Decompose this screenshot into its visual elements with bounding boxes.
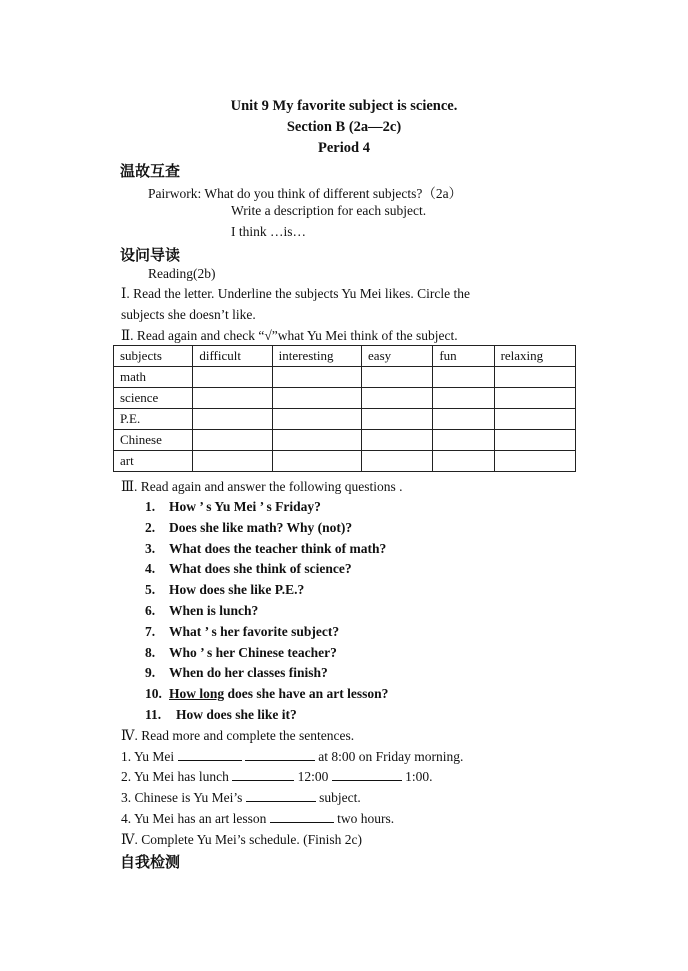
table-header-cell: fun (433, 346, 494, 367)
table-row (114, 367, 576, 388)
check-cell[interactable] (362, 430, 433, 451)
table-header-row (114, 346, 576, 367)
check-cell[interactable] (362, 409, 433, 430)
table-row-label: math (114, 367, 193, 388)
question-item: 10. How long does she have an art lesson? (145, 686, 389, 701)
table-row-label: science (114, 388, 193, 409)
self-check-heading: 自我检测 (120, 853, 181, 871)
sentence-1: 1. Yu Mei at 8:00 on Friday morning. (121, 749, 464, 764)
answer-blank[interactable] (245, 749, 315, 761)
check-cell[interactable] (272, 367, 361, 388)
answer-blank[interactable] (246, 790, 316, 802)
table-row (114, 451, 576, 472)
check-cell[interactable] (272, 451, 361, 472)
answer-blank[interactable] (332, 769, 402, 781)
check-cell[interactable] (193, 388, 272, 409)
check-cell[interactable] (193, 409, 272, 430)
question-item: 9. When do her classes finish? (145, 665, 328, 680)
sentence-2: 2. Yu Mei has lunch 12:00 1:00. (121, 769, 433, 784)
check-cell[interactable] (362, 451, 433, 472)
period-title: Period 4 (318, 140, 370, 156)
check-cell[interactable] (193, 430, 272, 451)
question-item: 6. When is lunch? (145, 603, 259, 618)
question-item: 7. What ’ s her favorite subject? (145, 624, 340, 639)
check-cell[interactable] (494, 367, 575, 388)
table-header-cell: easy (362, 346, 433, 367)
answer-blank[interactable] (178, 749, 242, 761)
sentence-4: 4. Yu Mei has an art lesson two hours. (121, 811, 395, 826)
check-cell[interactable] (362, 388, 433, 409)
check-cell[interactable] (433, 451, 494, 472)
task1-line2: subjects she doesn’t like. (121, 307, 256, 322)
question-item: 4. What does she think of science? (145, 561, 352, 576)
question-item: 8. Who ’ s her Chinese teacher? (145, 645, 337, 660)
task3-instruction: Ⅲ. Read again and answer the following questions . (121, 479, 403, 494)
check-cell[interactable] (433, 409, 494, 430)
answer-blank[interactable] (270, 811, 334, 823)
describe-line: Write a description for each subject. (231, 203, 427, 218)
table-header-cell: interesting (272, 346, 361, 367)
table-row-label: P.E. (114, 409, 193, 430)
pairwork-line: Pairwork: What do you think of different subjects?（2a） (148, 186, 463, 201)
question-item: 2. Does she like math? Why (not)? (145, 520, 353, 535)
question-item: 11. How does she like it? (145, 707, 297, 722)
check-cell[interactable] (494, 430, 575, 451)
table-header-cell: subjects (114, 346, 193, 367)
check-cell[interactable] (272, 409, 361, 430)
check-cell[interactable] (362, 367, 433, 388)
table-row (114, 409, 576, 430)
task2-line: Ⅱ. Read again and check “√”what Yu Mei think of the subject. (121, 328, 458, 343)
check-cell[interactable] (494, 409, 575, 430)
section-title: Section B (2a—2c) (286, 119, 402, 135)
table-row (114, 388, 576, 409)
unit-title: Unit 9 My favorite subject is science. (230, 98, 458, 114)
sentence-3: 3. Chinese is Yu Mei’s subject. (121, 790, 361, 805)
subjects-table (113, 345, 576, 472)
review-heading: 温故互查 (120, 162, 181, 180)
guide-heading: 设问导读 (120, 246, 181, 264)
table-row (114, 430, 576, 451)
schedule-instruction: Ⅳ. Complete Yu Mei’s schedule. (Finish 2c) (121, 832, 362, 847)
check-cell[interactable] (193, 451, 272, 472)
reading-label: Reading(2b) (148, 266, 216, 281)
check-cell[interactable] (494, 451, 575, 472)
pattern-line: I think …is… (231, 224, 307, 239)
check-cell[interactable] (193, 367, 272, 388)
table-row-label: Chinese (114, 430, 193, 451)
table-header-cell: relaxing (494, 346, 575, 367)
check-cell[interactable] (433, 430, 494, 451)
check-cell[interactable] (433, 388, 494, 409)
check-cell[interactable] (272, 430, 361, 451)
task1-line1: Ⅰ. Read the letter. Underline the subjects Yu Mei likes. Circle the (121, 286, 470, 301)
question-item: 3. What does the teacher think of math? (145, 541, 387, 556)
answer-blank[interactable] (232, 769, 294, 781)
table-header-cell: difficult (193, 346, 272, 367)
task4-instruction: Ⅳ. Read more and complete the sentences. (121, 728, 355, 743)
question-item: 1. How ’ s Yu Mei ’ s Friday? (145, 499, 321, 514)
question-item: 5. How does she like P.E.? (145, 582, 305, 597)
underlined-phrase: How long (169, 686, 225, 701)
check-cell[interactable] (494, 388, 575, 409)
table-row-label: art (114, 451, 193, 472)
check-cell[interactable] (272, 388, 361, 409)
check-cell[interactable] (433, 367, 494, 388)
